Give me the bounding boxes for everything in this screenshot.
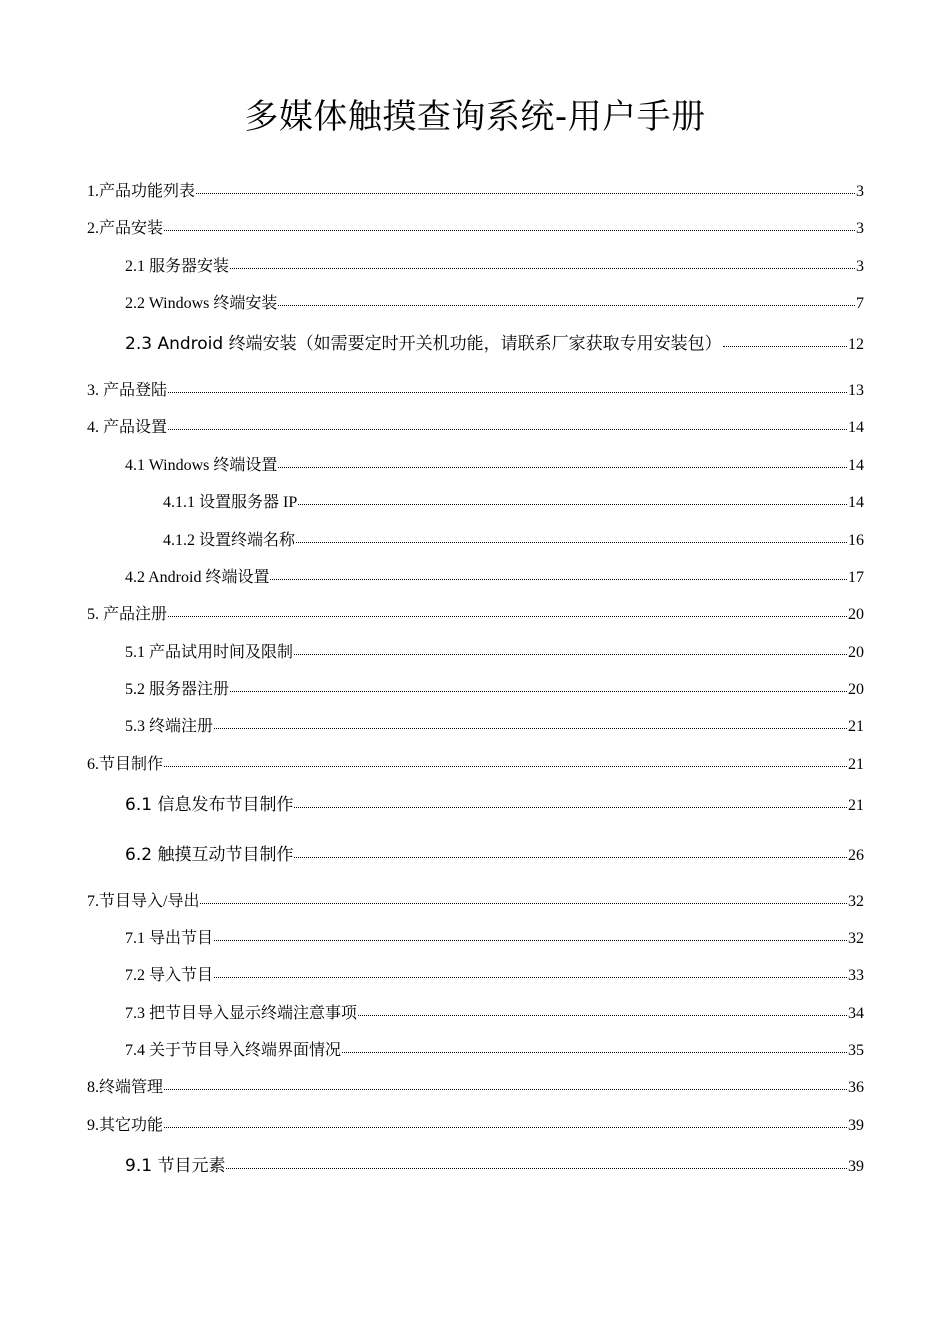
toc-entry-page: 3 — [856, 258, 864, 275]
toc-entry-8[interactable] — [87, 1077, 864, 1099]
toc-entry-label: 5.1 产品试用时间及限制 — [125, 644, 294, 661]
toc-entry-label: 2.1 服务器安装 — [125, 258, 230, 275]
toc-entry-label: 7.3 把节目导入显示终端注意事项 — [125, 1005, 358, 1022]
toc-entry-page: 21 — [848, 797, 864, 814]
toc-entry-page: 3 — [856, 183, 864, 200]
toc-entry-page: 32 — [848, 930, 864, 947]
toc-entry-9[interactable] — [87, 1115, 864, 1137]
toc-entry-9-1[interactable] — [125, 1154, 864, 1179]
toc-entry-label: 6.节目制作 — [87, 756, 164, 773]
dot-leader — [278, 305, 855, 306]
toc-entry-label: 5.2 服务器注册 — [125, 681, 230, 698]
toc-entry-label: 4.1.2 设置终端名称 — [163, 532, 296, 549]
dot-leader — [168, 429, 847, 430]
toc-entry-5-3[interactable] — [125, 716, 864, 738]
toc-entry-page: 20 — [848, 681, 864, 698]
toc-entry-label: 6.1 信息发布节目制作 — [125, 795, 294, 815]
dot-leader — [723, 346, 847, 347]
toc-entry-label: 4.1.1 设置服务器 IP — [163, 494, 298, 511]
toc-entry-label: 7.节目导入/导出 — [87, 893, 200, 910]
dot-leader — [214, 940, 847, 941]
document-title: 多媒体触摸查询系统-用户手册 — [244, 97, 706, 137]
toc-entry-page: 21 — [848, 756, 864, 773]
dot-leader — [358, 1015, 847, 1016]
toc-entry-label: 9.1 节目元素 — [125, 1156, 226, 1176]
toc-entry-label: 7.4 关于节目导入终端界面情况 — [125, 1042, 342, 1059]
toc-entry-2-3[interactable] — [125, 332, 864, 357]
toc-entry-5-2[interactable] — [125, 679, 864, 701]
toc-entry-page: 20 — [848, 606, 864, 623]
toc-entry-page: 39 — [848, 1117, 864, 1134]
dot-leader — [226, 1168, 847, 1169]
dot-leader — [200, 903, 847, 904]
toc-entry-label: 5. 产品注册 — [87, 606, 168, 623]
toc-entry-page: 33 — [848, 967, 864, 984]
toc-entry-label: 2.2 Windows 终端安装 — [125, 295, 278, 312]
toc-entry-page: 26 — [848, 847, 864, 864]
toc-entry-7-3[interactable] — [125, 1003, 864, 1025]
toc-entry-6-1[interactable] — [125, 793, 864, 818]
toc-entry-page: 12 — [848, 336, 864, 353]
toc-entry-label: 1.产品功能列表 — [87, 183, 196, 200]
dot-leader — [342, 1052, 847, 1053]
dot-leader — [168, 616, 847, 617]
toc-entry-7-4[interactable] — [125, 1040, 864, 1062]
toc-entry-page: 3 — [856, 220, 864, 237]
dot-leader — [168, 392, 847, 393]
toc-entry-5-1[interactable] — [125, 642, 864, 664]
toc-entry-2[interactable] — [87, 218, 864, 240]
toc-entry-page: 21 — [848, 718, 864, 735]
dot-leader — [278, 467, 847, 468]
toc-entry-6[interactable] — [87, 754, 864, 776]
dot-leader — [196, 193, 855, 194]
toc-entry-2-2[interactable] — [125, 293, 864, 315]
toc-entry-4-2[interactable] — [125, 567, 864, 589]
toc-entry-page: 14 — [848, 457, 864, 474]
dot-leader — [298, 504, 847, 505]
dot-leader — [294, 857, 847, 858]
toc-entry-label: 7.2 导入节目 — [125, 967, 214, 984]
toc-entry-page: 35 — [848, 1042, 864, 1059]
dot-leader — [214, 977, 847, 978]
dot-leader — [270, 579, 847, 580]
toc-entry-7-1[interactable] — [125, 928, 864, 950]
dot-leader — [230, 268, 855, 269]
toc-entry-4-1[interactable] — [125, 455, 864, 477]
toc-entry-6-2[interactable] — [125, 843, 864, 868]
dot-leader — [164, 1127, 847, 1128]
toc-entry-7-2[interactable] — [125, 965, 864, 987]
toc-entry-label: 4. 产品设置 — [87, 419, 168, 436]
toc-entry-4-1-2[interactable] — [163, 530, 864, 552]
dot-leader — [164, 766, 847, 767]
dot-leader — [164, 1089, 847, 1090]
toc-entry-page: 7 — [856, 295, 864, 312]
toc-entry-label: 9.其它功能 — [87, 1117, 164, 1134]
toc-entry-page: 34 — [848, 1005, 864, 1022]
toc-entry-3[interactable] — [87, 380, 864, 402]
toc-entry-2-1[interactable] — [125, 256, 864, 278]
toc-entry-4[interactable] — [87, 417, 864, 439]
toc-entry-1[interactable] — [87, 181, 864, 203]
toc-entry-page: 14 — [848, 419, 864, 436]
toc-entry-page: 13 — [848, 382, 864, 399]
toc-entry-page: 20 — [848, 644, 864, 661]
dot-leader — [214, 728, 847, 729]
toc-entry-4-1-1[interactable] — [163, 492, 864, 514]
toc-entry-label: 2.产品安装 — [87, 220, 164, 237]
toc-entry-5[interactable] — [87, 604, 864, 626]
toc-entry-label: 3. 产品登陆 — [87, 382, 168, 399]
toc-entry-page: 32 — [848, 893, 864, 910]
dot-leader — [296, 542, 847, 543]
toc-entry-label: 2.3 Android 终端安装（如需要定时开关机功能，请联系厂家获取专用安装包） — [125, 334, 722, 354]
toc-entry-page: 39 — [848, 1158, 864, 1175]
toc-entry-page: 17 — [848, 569, 864, 586]
dot-leader — [230, 691, 847, 692]
toc-entry-page: 16 — [848, 532, 864, 549]
toc-entry-label: 4.1 Windows 终端设置 — [125, 457, 278, 474]
toc-entry-label: 8.终端管理 — [87, 1079, 164, 1096]
toc-entry-label: 7.1 导出节目 — [125, 930, 214, 947]
toc-entry-page: 14 — [848, 494, 864, 511]
toc-entry-label: 6.2 触摸互动节目制作 — [125, 845, 294, 865]
toc-entry-label: 4.2 Android 终端设置 — [125, 569, 270, 586]
dot-leader — [294, 807, 847, 808]
dot-leader — [294, 654, 847, 655]
dot-leader — [164, 230, 855, 231]
toc-entry-label: 5.3 终端注册 — [125, 718, 214, 735]
toc-entry-7[interactable] — [87, 891, 864, 913]
toc-entry-page: 36 — [848, 1079, 864, 1096]
